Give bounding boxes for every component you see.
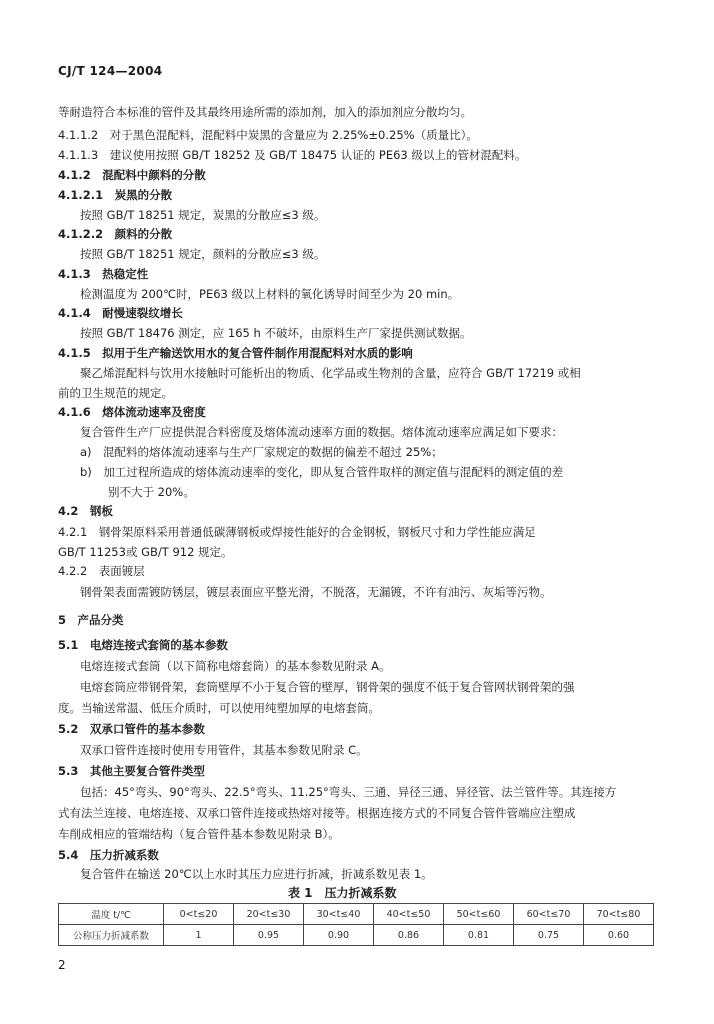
- text-line: 复合管件在输送 20℃以上水时其压力应进行折减，折减系数见表 1。: [80, 867, 433, 881]
- table-cell: 0.60: [584, 925, 654, 946]
- standard-header: CJ/T 124—2004: [58, 64, 163, 78]
- text-line: 钢骨架表面需镀防锈层，镀层表面应平整光滑，不脱落，无漏镀，不许有油污、灰垢等污物。: [80, 585, 552, 599]
- heading-4-1-5: 4.1.5 拟用于生产输送饮用水的复合管件制作用混配料对水质的影响: [58, 346, 413, 360]
- heading-4-1-2-2: 4.1.2.2 颜料的分散: [58, 227, 173, 241]
- table-cell: 50<t≤60: [444, 904, 514, 925]
- text-line: 复合管件生产厂应提供混合料密度及熔体流动速率方面的数据。熔体流动速率应满足如下要求：: [80, 425, 563, 439]
- table-cell: 0<t≤20: [164, 904, 234, 925]
- heading-4-1-3: 4.1.3 热稳定性: [58, 267, 149, 281]
- text-line: 等耐造符合本标准的管件及其最终用途所需的添加剂，加入的添加剂应分散均匀。: [58, 105, 472, 119]
- table-cell: 0.75: [514, 925, 584, 946]
- heading-4-2-2: 4.2.2 表面镀层: [58, 564, 145, 578]
- page-number: 2: [58, 958, 66, 972]
- clause-4-2-1: 4.2.1 钢骨架原料采用普通低碳薄钢板或焊接性能好的合金钢板，钢板尺寸和力学性能应满足: [58, 525, 536, 539]
- pressure-reduction-table: [58, 903, 654, 946]
- heading-4-1-2-1: 4.1.2.1 炭黑的分散: [58, 188, 173, 202]
- text-line: 包括：45°弯头、90°弯头、22.5°弯头、11.25°弯头、三通、异径三通、异径管、法兰管件等。其连接方: [80, 785, 617, 799]
- row-header-factor: 公称压力折减系数: [59, 925, 164, 946]
- table-cell: 40<t≤50: [374, 904, 444, 925]
- text-line: 式有法兰连接、电熔连接、双承口管件连接或热熔对接等。根据连接方式的不同复合管件管端应注塑成: [58, 806, 576, 820]
- text-line: 电熔连接式套筒（以下简称电熔套筒）的基本参数见附录 A。: [80, 659, 391, 673]
- heading-4-1-2: 4.1.2 混配料中颜料的分散: [58, 168, 206, 182]
- table-cell: 0.86: [374, 925, 444, 946]
- text-line: 电熔套筒应带钢骨架，套筒壁厚不小于复合管的壁厚，钢骨架的强度不低于复合管网状钢骨架的强: [80, 680, 575, 694]
- list-item-a: a) 混配料的熔体流动速率与生产厂家规定的数据的偏差不超过 25%；: [80, 445, 443, 459]
- table-cell: 60<t≤70: [514, 904, 584, 925]
- text-line: 前的卫生规范的规定。: [58, 386, 173, 400]
- heading-5-4: 5.4 压力折减系数: [58, 848, 159, 862]
- clause-4-1-1-2: 4.1.1.2 对于黑色混配料，混配料中炭黑的含量应为 2.25%±0.25%（质量比）。: [58, 128, 478, 142]
- heading-5-2: 5.2 双承口管件的基本参数: [58, 722, 205, 736]
- table-row: [59, 925, 654, 946]
- text-line: 度。当输送常温、低压介质时，可以使用纯塑加厚的电熔套筒。: [58, 701, 380, 715]
- text-line: 按照 GB/T 18251 规定，颜料的分散应≤3 级。: [80, 247, 326, 261]
- heading-5-3: 5.3 其他主要复合管件类型: [58, 764, 205, 778]
- table-cell: 30<t≤40: [304, 904, 374, 925]
- text-line: 双承口管件连接时使用专用管件，其基本参数见附录 C。: [80, 743, 368, 757]
- heading-5: 5 产品分类: [58, 613, 124, 627]
- list-item-b: b) 加工过程所造成的熔体流动速率的变化，即从复合管件取样的测定值与混配料的测定值的差: [80, 465, 564, 479]
- text-line: GB/T 11253或 GB/T 912 规定。: [58, 545, 233, 559]
- text-line: 按照 GB/T 18476 测定，应 165 h 不破坏，由原料生产厂家提供测试数据。: [80, 326, 472, 340]
- table-cell: 70<t≤80: [584, 904, 654, 925]
- text-line: 聚乙烯混配料与饮用水接触时可能析出的物质、化学品或生物剂的含量，应符合 GB/T 17219 或相: [80, 366, 581, 380]
- table-cell: 0.95: [234, 925, 304, 946]
- text-line: 按照 GB/T 18251 规定，炭黑的分散应≤3 级。: [80, 208, 326, 222]
- heading-5-1: 5.1 电熔连接式套筒的基本参数: [58, 638, 228, 652]
- table-cell: 20<t≤30: [234, 904, 304, 925]
- table-cell: 1: [164, 925, 234, 946]
- text-line: 检测温度为 200℃时，PE63 级以上材料的氧化诱导时间至少为 20 min。: [80, 287, 460, 301]
- table-title-visible: 表 1 压力折减系数: [288, 886, 397, 900]
- heading-4-1-6: 4.1.6 熔体流动速率及密度: [58, 405, 206, 419]
- table-cell: 0.90: [304, 925, 374, 946]
- text-line: 别不大于 20%。: [108, 485, 195, 499]
- clause-4-1-1-3: 4.1.1.3 建议使用按照 GB/T 18252 及 GB/T 18475 认证的 PE63 级以上的管材混配料。: [58, 148, 527, 162]
- heading-4-2: 4.2 钢板: [58, 504, 113, 518]
- table-row: [59, 904, 654, 925]
- text-line: 车削成相应的管端结构（复合管件基本参数见附录 B）。: [58, 827, 340, 841]
- row-header-temperature: 温度 t/℃: [59, 904, 164, 925]
- heading-4-1-4: 4.1.4 耐慢速裂纹增长: [58, 306, 183, 320]
- table-cell: 0.81: [444, 925, 514, 946]
